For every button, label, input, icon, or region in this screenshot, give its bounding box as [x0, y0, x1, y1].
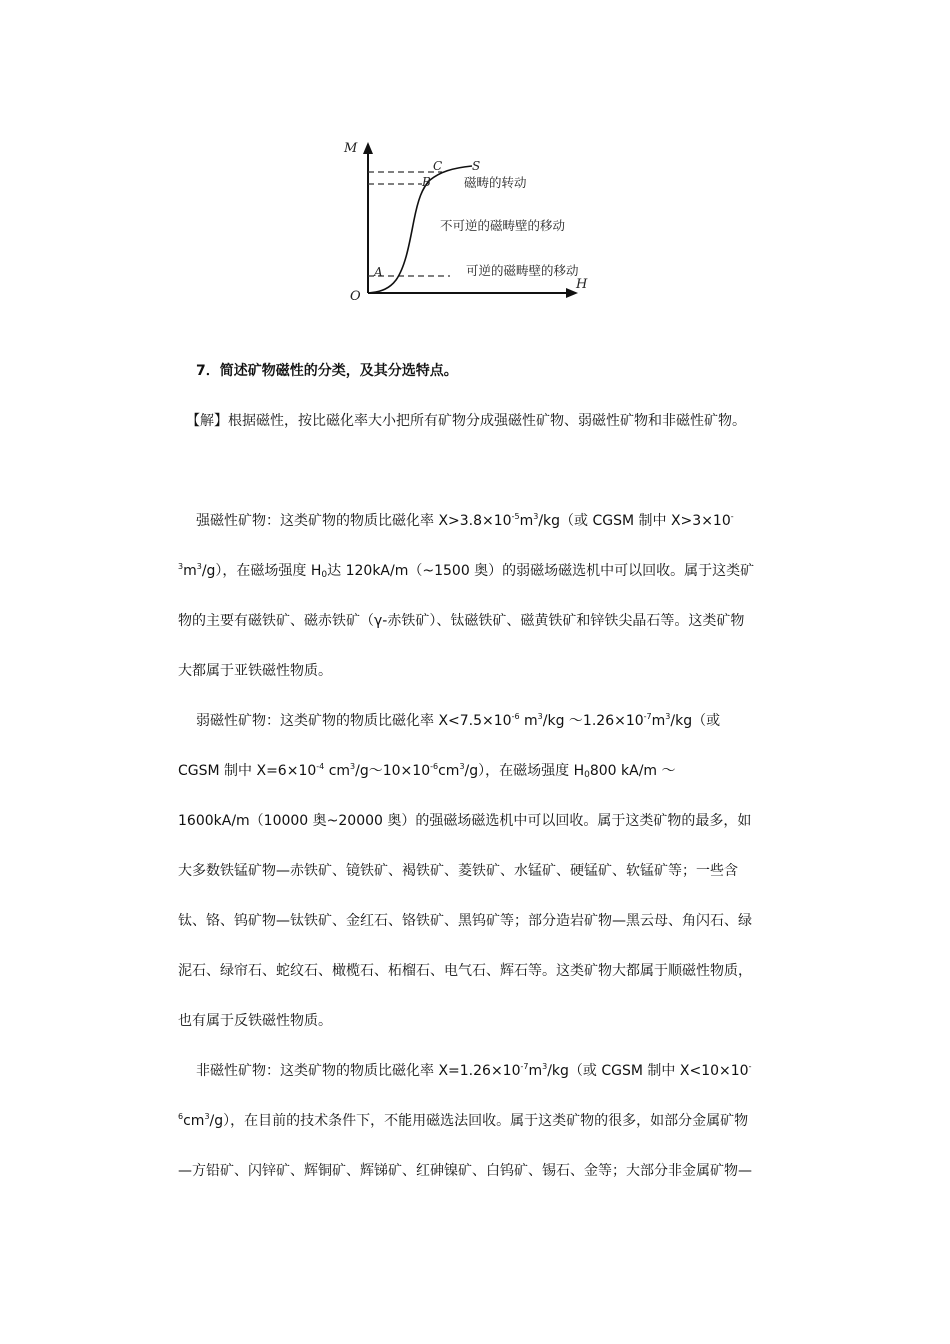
exponent: 3 — [665, 712, 671, 721]
weak-para-line-2 — [178, 760, 676, 780]
point-label-a: A — [374, 265, 383, 279]
point-label-s: S — [472, 159, 481, 173]
text: /g），在磁场强度 H — [201, 563, 322, 579]
text: cm — [183, 1113, 205, 1129]
non-para-line-3: —方铅矿、闪锌矿、辉铜矿、辉锑矿、红砷镍矿、白钨矿、锡石、金等；大部分非金属矿物— — [178, 1163, 752, 1179]
strong-para-line-2 — [178, 560, 754, 580]
text: 非磁性矿物：这类矿物的物质比磁化率 X=1.26×10 — [196, 1063, 521, 1079]
text: cm — [324, 763, 351, 779]
text: m — [528, 1063, 543, 1079]
exponent: 3 — [533, 512, 539, 521]
exponent: - — [748, 1062, 752, 1071]
text: 弱磁性矿物：这类矿物的物质比磁化率 X<7.5×10 — [196, 713, 512, 729]
text: /kg（或 — [670, 713, 721, 729]
exponent: 3 — [196, 562, 202, 571]
weak-para-line-7: 也有属于反铁磁性物质。 — [178, 1013, 332, 1029]
text: m — [183, 563, 197, 579]
non-para-line-2 — [178, 1110, 748, 1130]
axis-label-h: H — [576, 277, 588, 292]
label-domain-rotation: 磁畴的转动 — [464, 175, 527, 190]
weak-para-line-3: 1600kA/m（10000 奥~20000 奥）的强磁场磁选机中可以回收。属于这类矿物的最多，如 — [178, 813, 752, 829]
exponent: - — [730, 512, 734, 521]
weak-para-line-1 — [196, 710, 720, 730]
text: 达 120kA/m（~1500 奥）的弱磁场磁选机中可以回收。属于这类矿 — [327, 563, 755, 579]
exponent: 3 — [542, 1062, 548, 1071]
magnetization-curve-figure — [330, 130, 620, 315]
exponent: 3 — [204, 1112, 210, 1121]
weak-para-line-5: 钛、铬、钨矿物—钛铁矿、金红石、铬铁矿、黑钨矿等；部分造岩矿物—黑云母、角闪石、绿 — [178, 913, 752, 929]
text: /g），在目前的技术条件下，不能用磁选法回收。属于这类矿物的很多，如部分金属矿物 — [209, 1113, 749, 1129]
exponent: 3 — [537, 712, 543, 721]
exponent: 6 — [178, 1112, 184, 1121]
strong-para-line-4: 大都属于亚铁磁性物质。 — [178, 663, 332, 679]
text: m — [519, 713, 538, 729]
strong-para-line-3: 物的主要有磁铁矿、磁赤铁矿（γ-赤铁矿）、钛磁铁矿、磁黄铁矿和锌铁尖晶石等。这类矿物 — [178, 613, 745, 629]
text: 强磁性矿物：这类矿物的物质比磁化率 X>3.8×10 — [196, 513, 512, 529]
answer-intro: 【解】根据磁性，按比磁化率大小把所有矿物分成强磁性矿物、弱磁性矿物和非磁性矿物。 — [186, 413, 746, 429]
axis-label-m: M — [344, 141, 358, 156]
exponent: -6 — [511, 712, 520, 721]
text: /g～10×10 — [355, 763, 431, 779]
exponent: 3 — [459, 762, 465, 771]
exponent: -4 — [316, 762, 325, 771]
subscript: 0 — [321, 570, 328, 580]
point-label-c: C — [433, 159, 443, 173]
text: m — [519, 513, 534, 529]
non-para-line-1 — [196, 1060, 751, 1080]
point-label-b: B — [422, 175, 431, 189]
text: /g），在磁场强度 H — [464, 763, 585, 779]
exponent: -7 — [643, 712, 652, 721]
label-reversible-wall-motion: 可逆的磁畴壁的移动 — [466, 263, 579, 278]
subscript: 0 — [584, 770, 590, 780]
text: cm — [438, 763, 460, 779]
strong-para-line-1 — [196, 510, 734, 530]
exponent: -7 — [520, 1062, 529, 1071]
text: /kg ～1.26×10 — [542, 713, 644, 729]
y-axis-arrow — [363, 142, 373, 154]
weak-para-line-6: 泥石、绿帘石、蛇纹石、橄榄石、柘榴石、电气石、辉石等。这类矿物大都属于顺磁性物质， — [178, 963, 752, 979]
exponent: 3 — [178, 562, 184, 571]
label-irreversible-wall-motion: 不可逆的磁畴壁的移动 — [440, 218, 566, 233]
origin-label: O — [350, 289, 361, 304]
exponent: 3 — [350, 762, 356, 771]
text: /kg（或 CGSM 制中 X<10×10 — [547, 1063, 749, 1079]
question-heading: 7．简述矿物磁性的分类，及其分选特点。 — [196, 363, 458, 379]
text: 800 kA/m ～ — [589, 763, 676, 779]
weak-para-line-4: 大多数铁锰矿物—赤铁矿、镜铁矿、褐铁矿、菱铁矿、水锰矿、硬锰矿、软锰矿等；一些含 — [178, 863, 738, 879]
text: /kg（或 CGSM 制中 X>3×10 — [538, 513, 731, 529]
text: m — [651, 713, 666, 729]
exponent: -6 — [430, 762, 439, 771]
text: CGSM 制中 X=6×10 — [178, 763, 317, 779]
exponent: -5 — [511, 512, 520, 521]
